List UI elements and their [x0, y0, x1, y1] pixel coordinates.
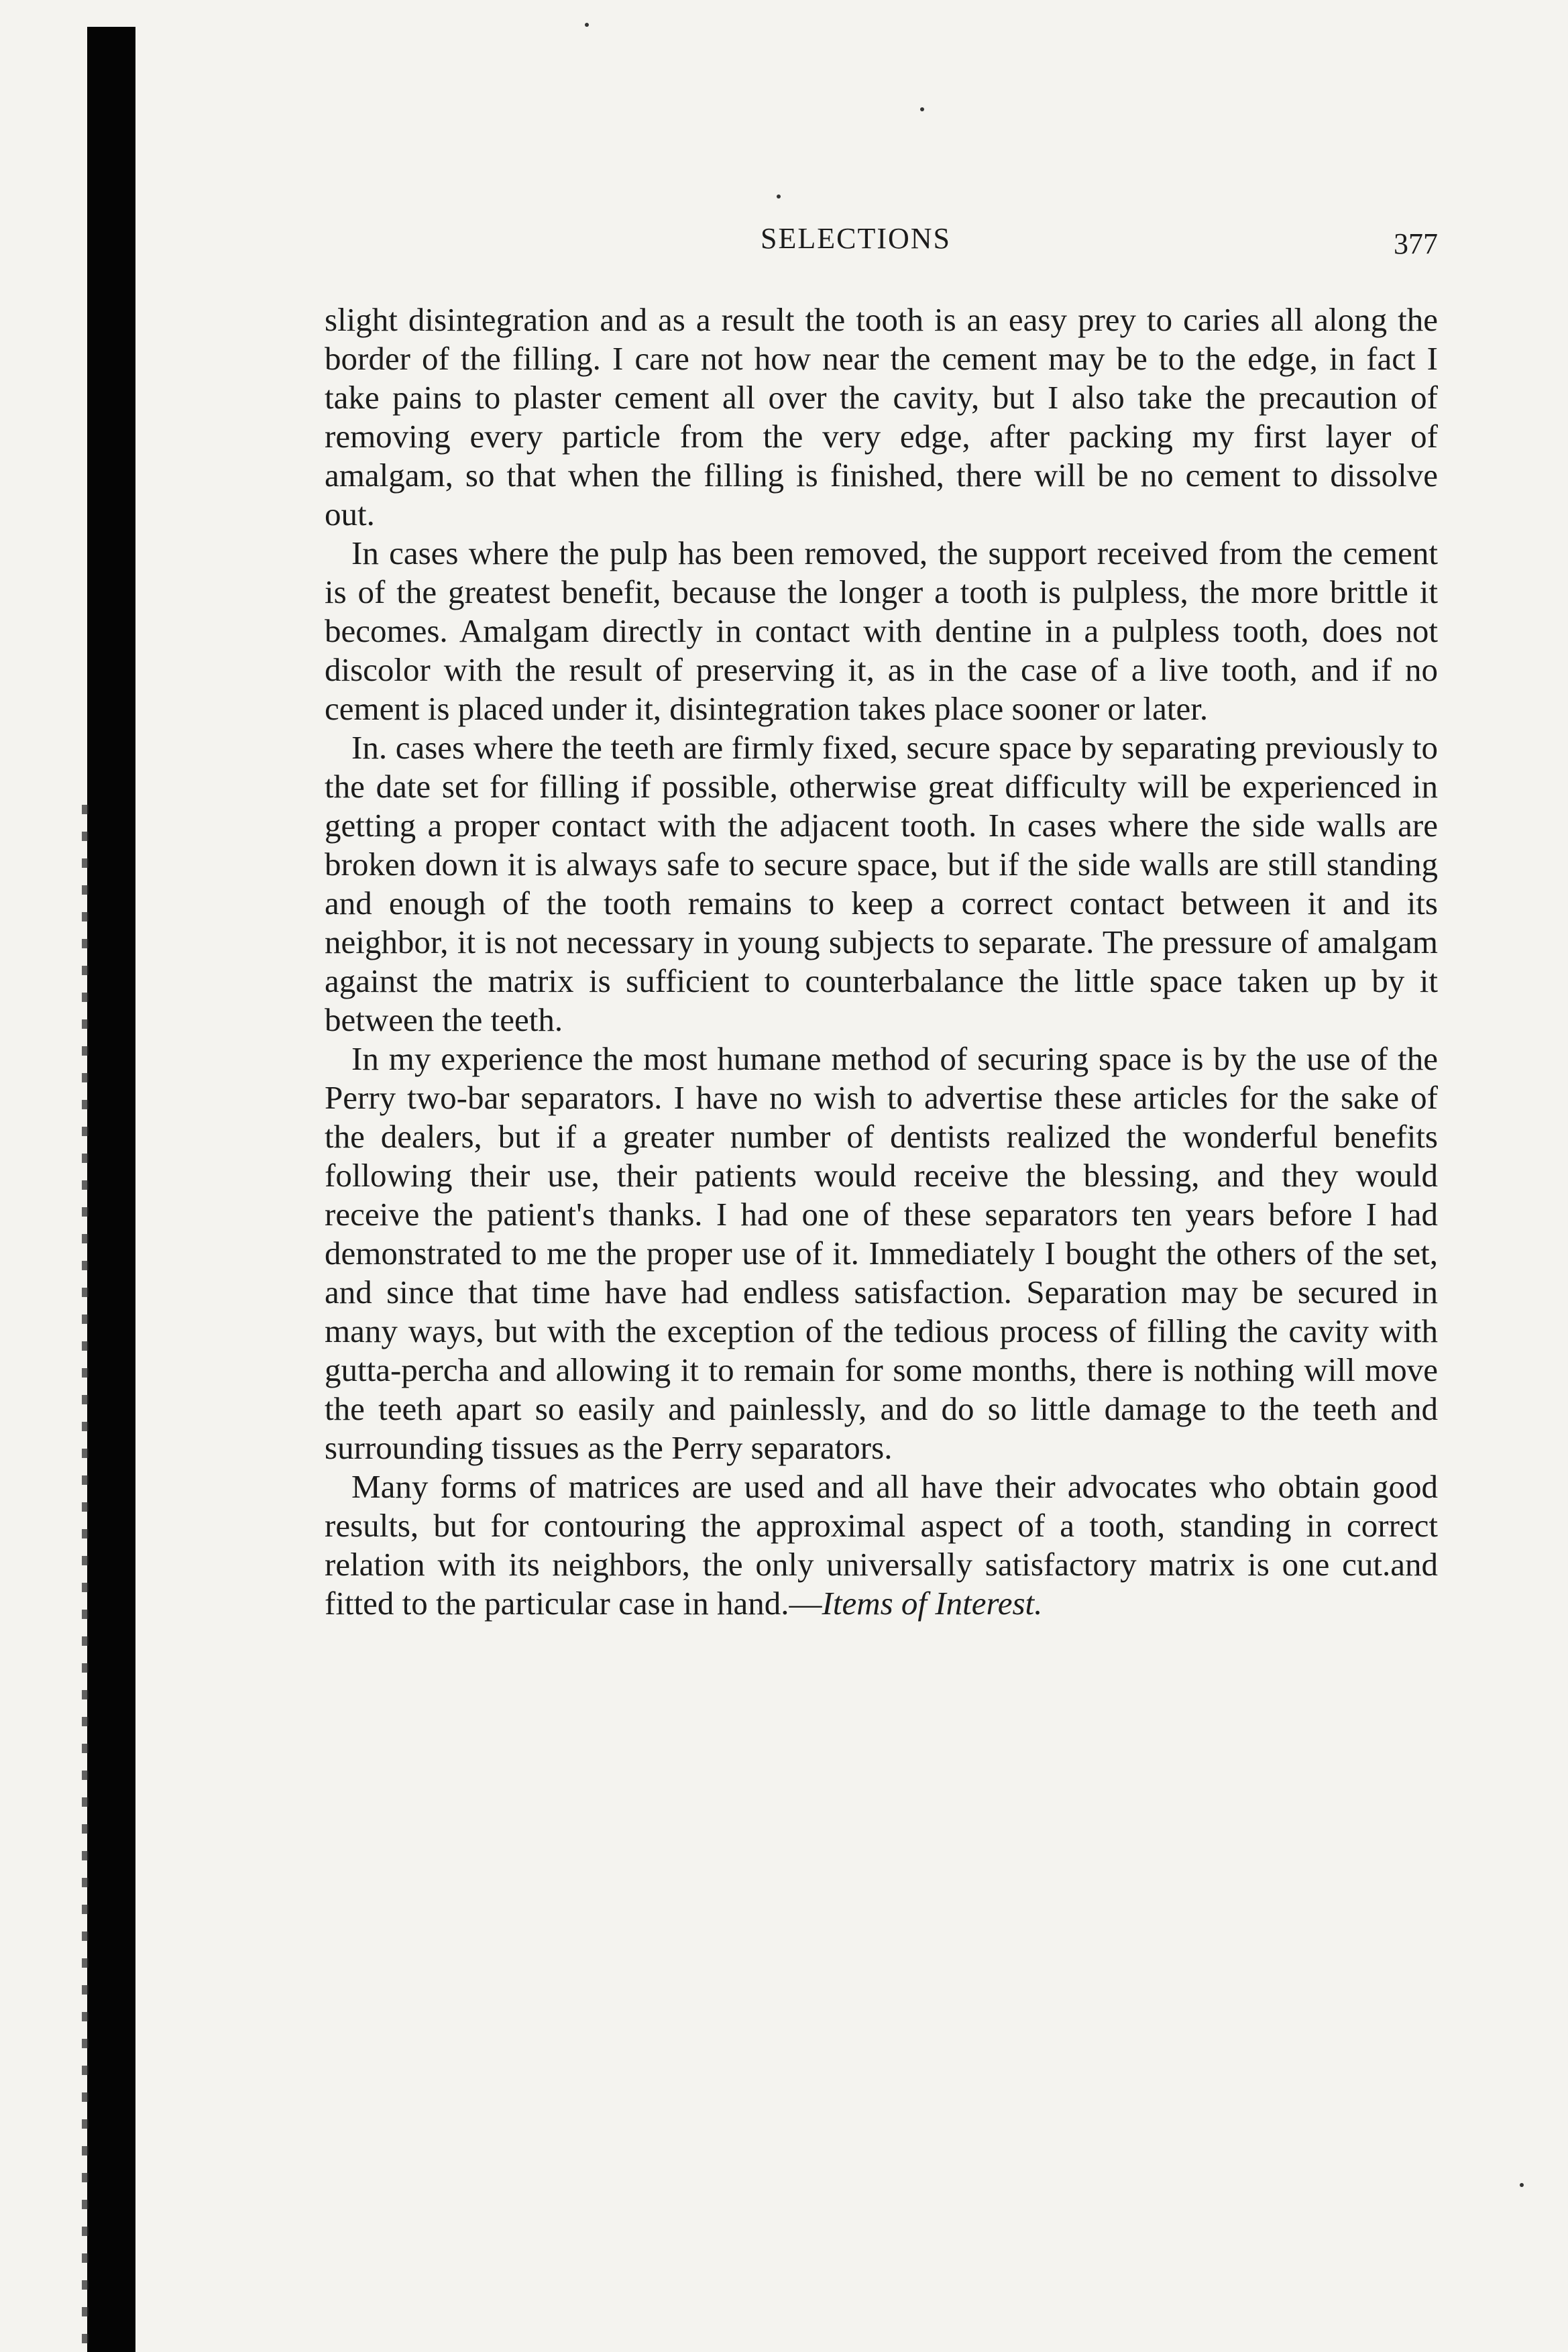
paragraph-text: In cases where the pulp has been removed, the support received from the cement is of the greatest benefit, because the longer a tooth is pulpless, the more brittle it becomes. Amalgam directly in contact with dentine in a pulpless tooth, does not discolor with the result of preserving it, as in the case of a live tooth, and if no cement is placed under it, disintegration takes place sooner or later. [325, 535, 1438, 727]
paragraph-text: slight disintegration and as a result the tooth is an easy prey to caries all along the border of the filling. I care not how near the cement may be to the edge, in fact I take pains to plaster cement all over the cavity, but I also take the precaution of removing every particle from the very edge, after packing my first layer of amalgam, so that when the filling is finished, there will be no cement to dissolve out. [325, 301, 1438, 533]
paper-speck [585, 23, 589, 27]
book-page [325, 215, 1438, 1623]
running-title: SELECTIONS [761, 222, 951, 255]
paragraph-text: Many forms of matrices are used and all have their advocates who obtain good results, but for contouring the approximal aspect of a tooth, standing in correct relation with its neighbors, the only universally satisfactory matrix is one cut.and fitted to the particular case in hand.— [325, 1468, 1438, 1622]
paragraph [325, 728, 1438, 1040]
paper-speck [920, 107, 924, 111]
source-citation: Items of Interest. [822, 1585, 1043, 1622]
binding-shadow-edge [82, 805, 89, 2352]
paragraph [325, 1040, 1438, 1467]
paragraph [325, 300, 1438, 534]
paper-speck [1520, 2183, 1524, 2187]
paragraph [325, 534, 1438, 728]
paper-speck [777, 194, 781, 199]
paragraph [325, 1467, 1438, 1623]
body-text [325, 300, 1438, 1623]
binding-shadow [87, 27, 135, 2352]
paragraph-text: In my experience the most humane method of securing space is by the use of the Perry two-bar separators. I have no wish to advertise these articles for the sake of the dealers, but if a greater number of dentists realized the wonderful benefits following their use, their patients would receive the blessing, and they would receive the patient's thanks. I had one of these separators ten years before I had demonstrated to me the proper use of it. Immediately I bought the others of the set, and since that time have had endless satisfaction. Separation may be secured in many ways, but with the exception of the tedious process of filling the cavity with gutta-percha and allowing it to remain for some months, there is nothing will move the teeth apart so easily and painlessly, and do so little damage to the teeth and surrounding tissues as the Perry separators. [325, 1040, 1438, 1466]
running-head [325, 215, 1438, 275]
page-number: 377 [1394, 227, 1438, 260]
paragraph-text: In. cases where the teeth are firmly fixed, secure space by separating previously to the date set for filling if possible, otherwise great difficulty will be experienced in getting a proper contact with the adjacent tooth. In cases where the side walls are broken down it is always safe to secure space, but if the side walls are still standing and enough of the tooth remains to keep a correct contact between it and its neighbor, it is not necessary in young subjects to separate. The pressure of amalgam against the matrix is sufficient to counterbalance the little space taken up by it between the teeth. [325, 729, 1438, 1038]
